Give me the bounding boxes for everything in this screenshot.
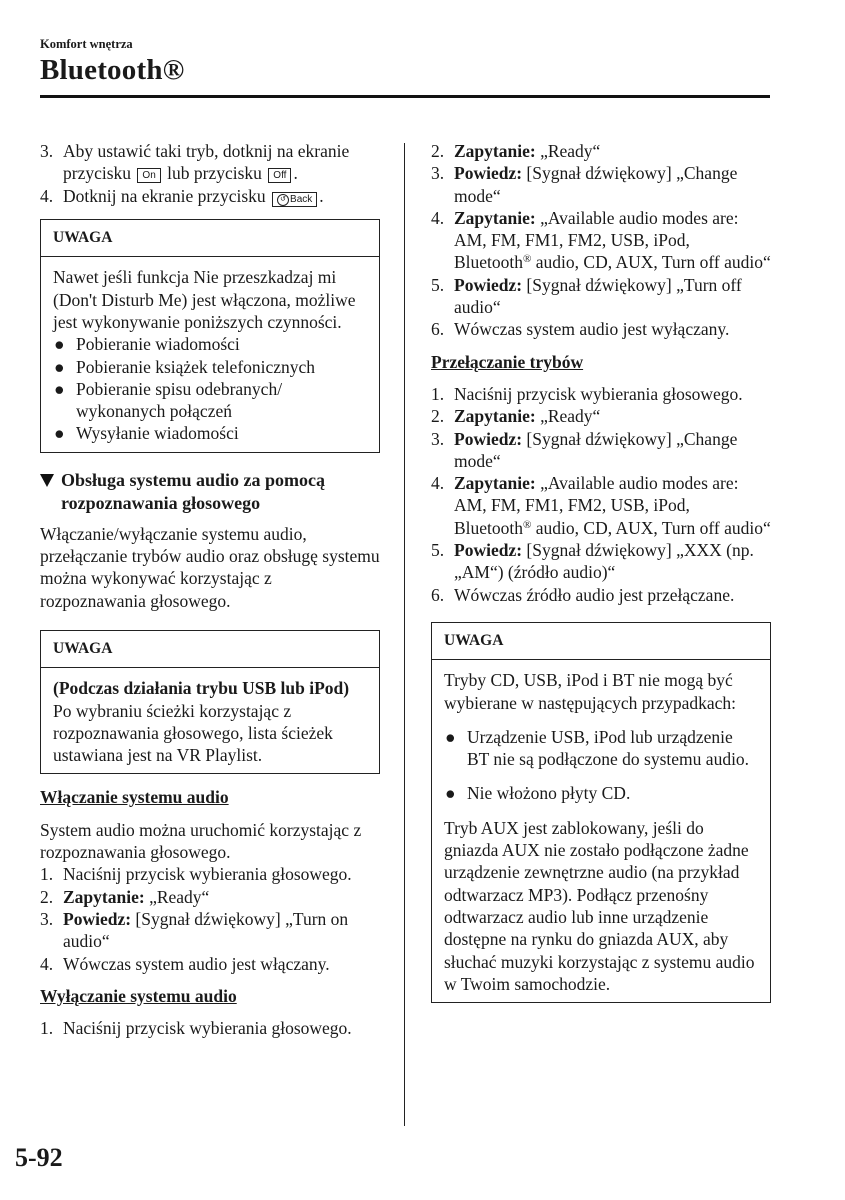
list-item: 6. Wówczas źródło audio jest przełączane.: [431, 584, 735, 605]
list-item: [40, 185, 380, 208]
note-text: Tryby CD, USB, iPod i BT nie mogą być wybierane w następujących przypadkach:: [444, 670, 737, 713]
list-item: [40, 140, 380, 185]
title-rule: [40, 95, 770, 98]
note-text: Po wybraniu ścieżki korzystając z rozpoznawania głosowego, lista ścieżek ustawiana jest na VR Playlist.: [53, 700, 333, 766]
note-bold-text: (Podczas działania trybu USB lub iPod): [53, 678, 350, 699]
subsection-heading: Przełączanie trybów: [431, 351, 584, 372]
bullet-icon: ●: [54, 356, 65, 377]
note-body: [432, 660, 770, 1002]
page-title: Bluetooth®: [40, 54, 185, 86]
list-item: 1. Naciśnij przycisk wybierania głosowego.: [40, 864, 352, 885]
list-item: 1. Naciśnij przycisk wybierania głosowego.: [40, 1018, 352, 1039]
list-item: ● Nie włożono płyty CD.: [445, 783, 631, 804]
note-heading: UWAGA: [41, 220, 379, 257]
bullet-list: [53, 333, 367, 444]
off-button-icon: Off: [268, 168, 291, 183]
bullet-icon: ●: [445, 783, 456, 804]
list-item: 4. Wówczas system audio jest włączany.: [40, 953, 330, 974]
subsection-heading: Wyłączanie systemu audio: [40, 985, 237, 1006]
list-item: 3. Powiedz: [Sygnał dźwiękowy] „Turn on audio“: [40, 908, 349, 952]
bullet-icon: ●: [54, 423, 65, 444]
paragraph: System audio można uruchomić korzystając z rozpoznawania głosowego.: [40, 819, 362, 863]
intro-paragraph: Włączanie/wyłączanie systemu audio, przełączanie trybów audio oraz obsługę systemu można wykonywać korzystając z rozpoznawania głosowego.: [40, 523, 380, 611]
list-item: ● Urządzenie USB, iPod lub urządzenie BT nie są podłączone do systemu audio.: [445, 726, 750, 770]
list-item: ● Pobieranie wiadomości: [54, 334, 240, 355]
section-heading: Obsługa systemu audio za pomocą rozpoznawania głosowego: [40, 469, 380, 515]
on-button-icon: On: [137, 168, 160, 183]
note-box: [40, 630, 380, 774]
section-label: Komfort wnętrza: [40, 37, 133, 51]
step-text: Aby ustawić taki tryb, dotknij na ekranie przycisku On lub przycisku Off .: [63, 141, 350, 184]
back-arrow-icon: ↺: [277, 194, 289, 206]
bullet-list: [444, 726, 758, 805]
list-item: ● Pobieranie książek telefonicznych: [54, 356, 316, 377]
note-box: [40, 219, 380, 453]
bullet-icon: ●: [445, 726, 456, 747]
page-number: 5-92: [15, 1143, 63, 1172]
list-item: 2. Zapytanie: „Ready“: [431, 141, 601, 161]
note-text: Tryb AUX jest zablokowany, jeśli do gniazda AUX nie zostało podłączone żadne urządzenie zewnętrzne audio (na przykład odtwarzacz MP3). Podłącz przenośny odtwarzacz audio lub inne urządzenie dostępne na rynku do gniazda AUX, aby słuchać muzyki korzystając z systemu audio w Twoim samochodzie.: [444, 817, 755, 994]
list-item: 4. Zapytanie: „Available audio modes are: AM, FM, FM1, FM2, USB, iPod, Bluetooth® audio, CD, AUX, Turn off audio“: [431, 207, 771, 273]
note-text: Nawet jeśli funkcja Nie przeszkadzaj mi (Don't Disturb Me) jest włączona, możliwe jest wykonywanie poniższych czynności.: [53, 267, 356, 332]
subsection-heading: Włączanie systemu audio: [40, 787, 229, 808]
note-heading: UWAGA: [432, 623, 770, 660]
note-body: [41, 257, 379, 451]
list-item: 1. Naciśnij przycisk wybierania głosowego.: [431, 383, 743, 404]
list-item: 3. Powiedz: [Sygnał dźwiękowy] „Change mode“: [431, 163, 738, 206]
list-item: ● Pobieranie spisu odebranych/ wykonanych połączeń: [54, 378, 283, 422]
note-heading: UWAGA: [41, 631, 379, 668]
list-item: ● Wysyłanie wiadomości: [54, 423, 239, 444]
list-item: 6. Wówczas system audio jest wyłączany.: [431, 319, 730, 340]
bullet-icon: ●: [54, 378, 65, 399]
note-body: [41, 668, 379, 773]
step-number: 3.: [40, 141, 54, 161]
list-item: 2. Zapytanie: „Ready“: [431, 406, 601, 427]
list-item: 2. Zapytanie: „Ready“: [40, 886, 210, 907]
note-box: [431, 622, 771, 1003]
step-number: 4.: [40, 185, 54, 206]
left-column: [40, 140, 380, 1039]
right-column: [431, 140, 771, 1003]
back-button-icon: ↺ Back: [272, 192, 317, 207]
bullet-icon: ●: [54, 334, 65, 355]
list-item: 3. Powiedz: [Sygnał dźwiękowy] „Change mode“: [431, 428, 738, 471]
list-item: 5. Powiedz: [Sygnał dźwiękowy] „Turn off audio“: [431, 274, 742, 318]
column-divider: [404, 143, 405, 1126]
step-text: Dotknij na ekranie przycisku ↺ Back .: [63, 185, 324, 206]
list-item: 5. Powiedz: [Sygnał dźwiękowy] „XXX (np. „AM“) (źródło audio)“: [431, 540, 754, 583]
list-item: 4. Zapytanie: „Available audio modes are: AM, FM, FM1, FM2, USB, iPod, Bluetooth® audio, CD, AUX, Turn off audio“: [431, 473, 771, 538]
triangle-icon: [40, 474, 54, 487]
